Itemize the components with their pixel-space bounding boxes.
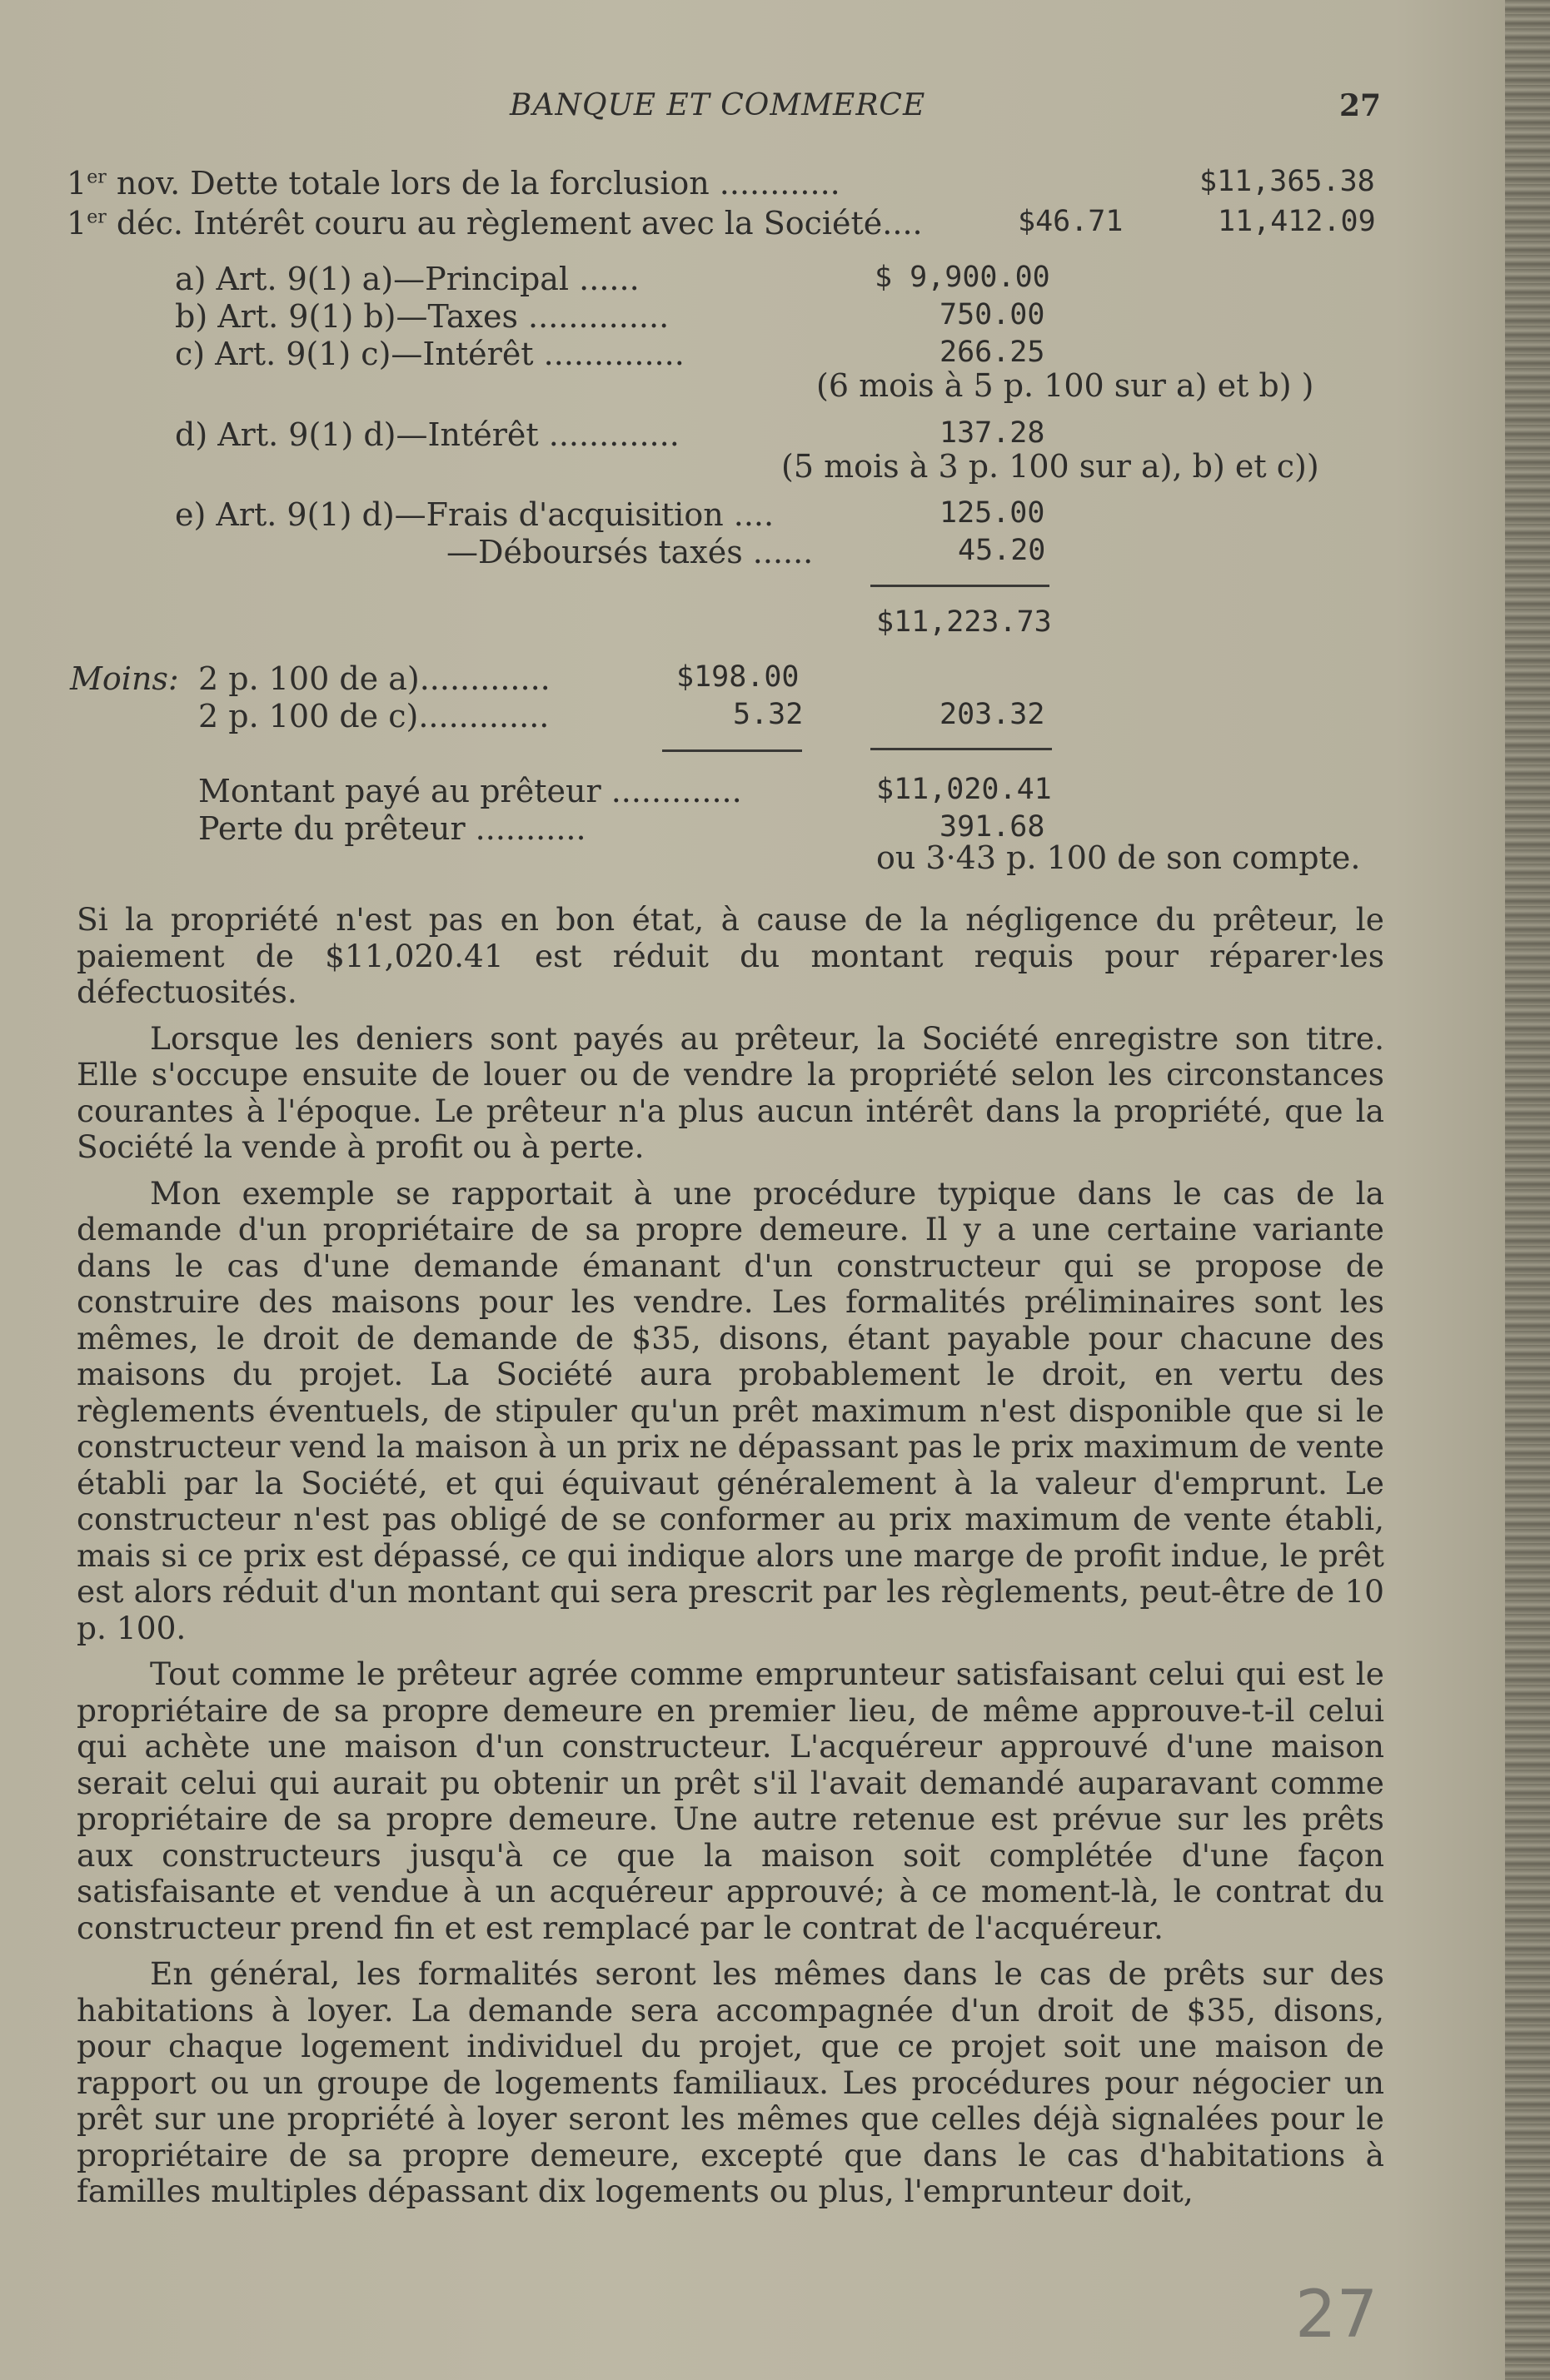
item-a-amount: $ 9,900.00: [875, 261, 1050, 294]
item-f-amount: 45.20: [958, 534, 1046, 567]
paragraph-4: Tout comme le prêteur agrée comme emprunteur satisfaisant celui qui est le propriétaire de sa propre demeure en premier lieu, de même approuve-t-il celui qui achète une maison d'un constructeur. L'acquéreur approuvé d'une maison serait celui qui aurait pu obtenir un prêt s'il l'avait demandé auparavant comme propriétaire de sa propre demeure. Une autre retenue est prévue sur les prêts aux constructeurs jusqu'à ce que la maison soit complétée d'une façon satisfaisante et vendue à un acquéreur approuvé; à ce moment-là, le contrat du constructeur prend fin et est remplacé par le contrat de l'acquéreur.: [77, 1656, 1384, 1946]
moins-rule: [662, 749, 802, 752]
item-d-label: d) Art. 9(1) d)—Intérêt .............: [175, 416, 680, 453]
paid-label: Montant payé au prêteur .............: [198, 773, 742, 809]
item-f-label: —Déboursés taxés ......: [446, 534, 814, 570]
page-number: 27: [1339, 88, 1382, 123]
amount-interest: $46.71: [1018, 205, 1124, 238]
paragraph-5: En général, les formalités seront les mêmes dans le cas de prêts sur des habitations à loyer. La demande sera accompagnée d'un droit de $35, disons, pour chaque logement individuel du projet, que ce projet soit une maison de rapport ou un groupe de logements familiaux. Les procédures pour négocier un prêt sur une propriété à loyer seront les mêmes que celles déjà signalées pour le propriétaire de sa propre demeure, excepté que dans le cas d'habitations à familles multiples dépassant dix logements ou plus, l'emprunteur doit,: [77, 1955, 1384, 2209]
paid-rule: [870, 748, 1052, 750]
moins-c-label: 2 p. 100 de c).............: [198, 698, 550, 734]
item-e-label: e) Art. 9(1) d)—Frais d'acquisition ....: [175, 496, 775, 533]
moins-total-amount: 203.32: [939, 698, 1045, 731]
running-header: BANQUE ET COMMERCE: [510, 88, 926, 122]
moins-a-label: 2 p. 100 de a).............: [198, 660, 551, 697]
ledger-line-dec: 1er déc. Intérêt couru au règlement avec la Société....: [67, 205, 923, 241]
note-c: (6 mois à 5 p. 100 sur a) et b) ): [816, 367, 1314, 404]
amount-total-dec: 11,412.09: [1218, 205, 1376, 238]
note-d: (5 mois à 3 p. 100 sur a), b) et c)): [781, 448, 1319, 485]
page-edge: [1505, 0, 1550, 2380]
paragraph-1: Si la propriété n'est pas en bon état, à cause de la négligence du prêteur, le paiement de $11,020.41 est réduit du montant requis pour réparer·les défectuosités.: [77, 901, 1384, 1010]
paragraph-3: Mon exemple se rapportait à une procédure typique dans le cas de la demande d'un propriétaire de sa propre demeure. Il y a une certaine variante dans le cas d'une demande émanant d'un constructeur qui se propose de construire des maisons pour les vendre. Les formalités préliminaires sont les mêmes, le droit de demande de $35, disons, étant payable pour chacune des maisons du projet. La Société aura probablement le droit, en vertu des règlements éventuels, de stipuler qu'un prêt maximum n'est disponible que si le constructeur vend la maison à un prix ne dépassant pas le prix maximum de vente établi par la Société, et qui équivaut généralement à la valeur d'emprunt. Le constructeur n'est pas obligé de se conformer au prix maximum de vente établi, mais si ce prix est dépassé, ce qui indique alors une marge de profit indue, le prêt est alors réduit d'un montant qui sera prescrit par les règlements, peut-être de 10 p. 100.: [77, 1174, 1385, 1646]
item-b-label: b) Art. 9(1) b)—Taxes ..............: [175, 298, 670, 335]
loss-amount: 391.68: [939, 810, 1045, 844]
moins-c-amount: 5.32: [733, 698, 804, 731]
body-text: [77, 902, 1384, 2220]
page-stamp: 27: [1295, 2278, 1378, 2353]
amount-total-debt: $11,365.38: [1199, 165, 1375, 198]
paragraph-2: Lorsque les deniers sont payés au prêteur, la Société enregistre son titre. Elle s'occupe ensuite de louer ou de vendre la propriété selon les circonstances courantes à l'époque. Le prêteur n'a plus aucun intérêt dans la propriété, que la Société la vende à profit ou à perte.: [77, 1019, 1384, 1165]
ledger-line-nov: 1er nov. Dette totale lors de la forclusion ............: [67, 165, 840, 202]
loss-label: Perte du prêteur ...........: [198, 810, 586, 847]
subtotal-amount: $11,223.73: [876, 605, 1052, 639]
percent-note: ou 3·43 p. 100 de son compte.: [876, 839, 1361, 876]
item-a-label: a) Art. 9(1) a)—Principal ......: [175, 261, 640, 297]
item-d-amount: 137.28: [939, 416, 1045, 450]
item-e-amount: 125.00: [939, 496, 1045, 530]
moins-label: Moins:: [70, 660, 179, 697]
item-b-amount: 750.00: [939, 298, 1045, 331]
item-c-label: c) Art. 9(1) c)—Intérêt ..............: [175, 336, 685, 372]
moins-a-amount: $198.00: [676, 660, 800, 694]
paid-amount: $11,020.41: [876, 773, 1052, 806]
subtotal-rule: [870, 585, 1049, 587]
item-c-amount: 266.25: [939, 336, 1045, 369]
